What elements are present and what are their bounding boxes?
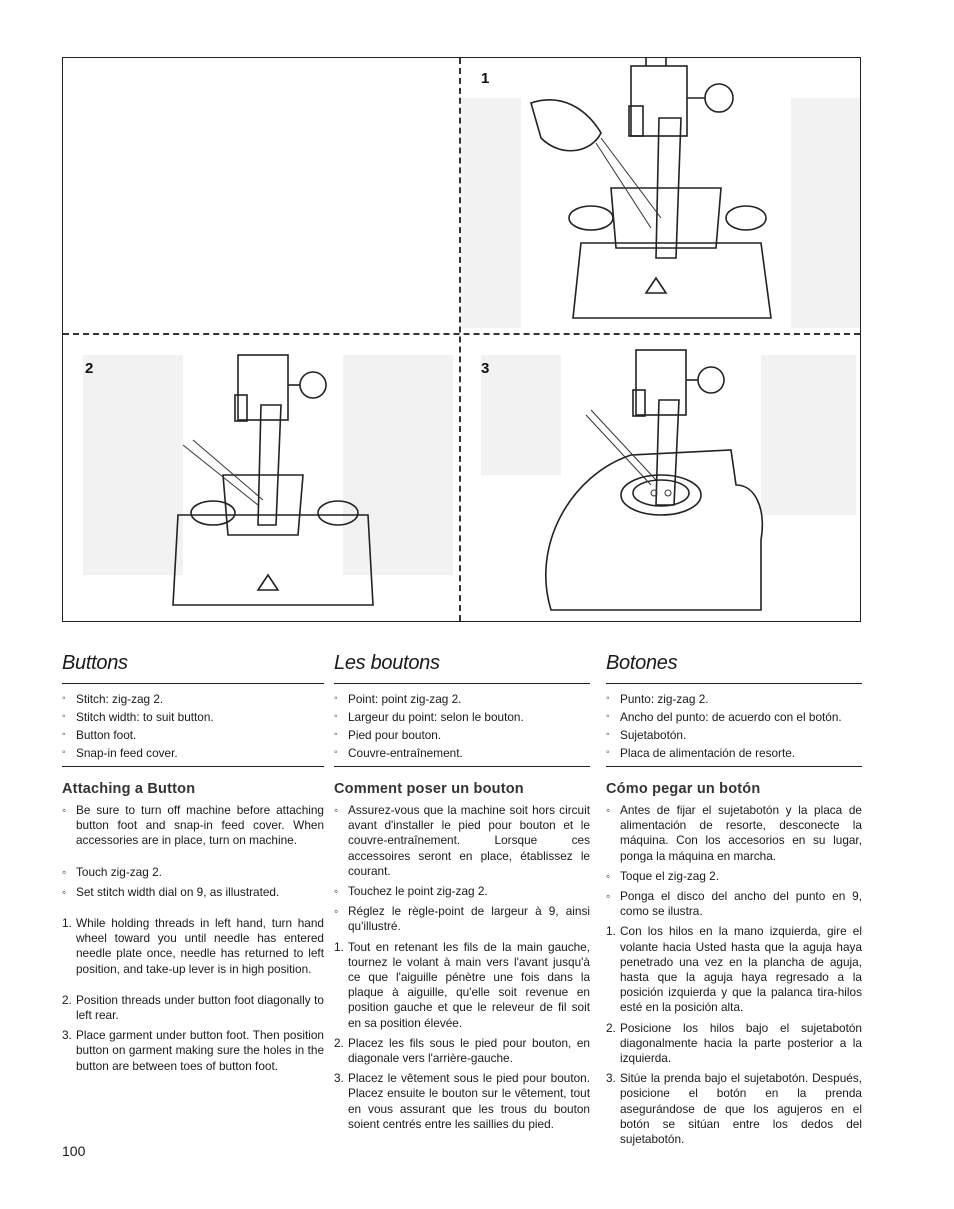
- spec-list: [606, 690, 862, 762]
- instruction-paragraph: ◦ Ponga el disco del ancho del punto en 9, como se ilustra.: [606, 889, 862, 919]
- spec-item: ◦ Button foot.: [62, 726, 324, 744]
- instruction-paragraph: ◦ Réglez le règle-point de largeur à 9, ainsi qu'illustré.: [334, 904, 590, 934]
- spec-item: ◦ Sujetabotón.: [606, 726, 862, 744]
- instruction-paragraph: ◦ Be sure to turn off machine before attaching button foot and snap-in feed cover. When accessories are in place, turn on machine.: [62, 803, 324, 848]
- panel-number-2: 2: [85, 360, 94, 377]
- section-rule: [606, 766, 862, 767]
- spec-item: ◦ Stitch width: to suit button.: [62, 708, 324, 726]
- subsection-title: Attaching a Button: [62, 781, 196, 797]
- button-foot-position-illustration: [63, 335, 459, 621]
- spec-list: [334, 690, 590, 762]
- spec-item: ◦ Ancho del punto: de acuerdo con el botón.: [606, 708, 862, 726]
- spec-item: ◦ Stitch: zig-zag 2.: [62, 690, 324, 708]
- instruction-paragraph: ◦ Set stitch width dial on 9, as illustrated.: [62, 884, 280, 899]
- subsection-title: Comment poser un bouton: [334, 781, 524, 797]
- instruction-paragraph: ◦ Toque el zig-zag 2.: [606, 868, 720, 883]
- instruction-step: 3. Place garment under button foot. Then position button on garment making sure the holes in the button are between toes of button foot.: [62, 1028, 324, 1073]
- instruction-paragraph: ◦ Antes de fijar el sujetabotón y la placa de alimentación de resorte, desconecte la máquina. Con los accesorios en su lugar, ponga la máquina en marcha.: [606, 803, 862, 863]
- instruction-paragraph: ◦ Assurez-vous que la machine soit hors circuit avant d'installer le pied pour bouton et le couvre-entraînement. Lorsque ces accessoires seront en place, établissez le courant.: [334, 803, 590, 878]
- panel-3: [461, 335, 860, 621]
- panel-number-1: 1: [481, 70, 490, 87]
- instruction-step: 1. Con los hilos en la mano izquierda, gire el volante hacia Usted hasta que la aguja haya penetrado una vez en la plancha de aguja, hasta que la aguja haya regresado a la posición izquierda y que la palanca tira-hilos esté en la posición alta.: [606, 924, 862, 1015]
- spec-item: ◦ Pied pour bouton.: [334, 726, 590, 744]
- column-english: [62, 652, 324, 1079]
- section-title: Les boutons: [334, 652, 590, 684]
- spec-item: ◦ Placa de alimentación de resorte.: [606, 744, 862, 762]
- panel-number-3: 3: [481, 360, 490, 377]
- button-foot-threads-illustration: [461, 58, 860, 332]
- spec-item: ◦ Point: point zig-zag 2.: [334, 690, 590, 708]
- instruction-step: 2. Position threads under button foot diagonally to left rear.: [62, 992, 324, 1023]
- panel-1: [461, 58, 860, 332]
- instruction-step: 2. Posicione los hilos bajo el sujetabotón diagonalmente hacia la parte posterior a la izquierda.: [606, 1020, 862, 1066]
- spec-item: ◦ Punto: zig-zag 2.: [606, 690, 862, 708]
- illustration-frame: [62, 57, 861, 622]
- instruction-step: 3. Sitúe la prenda bajo el sujetabotón. Después, posicione el botón en la prenda asegurándose de que los agujeros en el botón se sitúan entre los dedos del sujetabotón.: [606, 1071, 862, 1147]
- column-spanish: [606, 652, 862, 1152]
- spec-list: [62, 690, 324, 762]
- button-on-garment-illustration: [461, 335, 860, 621]
- page-number: 100: [62, 1143, 86, 1159]
- instruction-step: 1. Tout en retenant les fils de la main gauche, tournez le volant à main vers l'avant jusqu'à ce que l'aiguille pénètre une fois dans la plaque à aiguille, qu'elle soit revenue en position gauche et que le releveur de fil soit en sa position élevée.: [334, 939, 590, 1030]
- instruction-paragraph: ◦ Touchez le point zig-zag 2.: [334, 884, 488, 899]
- section-title: Buttons: [62, 652, 324, 684]
- instruction-step: 3. Placez le vêtement sous le pied pour bouton. Placez ensuite le bouton sur le vêtement, tout en vous assurant que les trous du bouton soient centrés entre les saillies du pied.: [334, 1071, 590, 1131]
- spec-item: ◦ Snap-in feed cover.: [62, 744, 324, 762]
- instruction-step: 1. While holding threads in left hand, turn hand wheel toward you until needle has entered needle plate once, needle has returned to left position, and take-up lever is in high position.: [62, 916, 324, 976]
- spec-item: ◦ Couvre-entraînement.: [334, 744, 590, 762]
- panel-2: [63, 335, 459, 621]
- instruction-step: 2. Placez les fils sous le pied pour bouton, en diagonale vers l'arrière-gauche.: [334, 1035, 590, 1066]
- instruction-paragraph: ◦ Touch zig-zag 2.: [62, 864, 162, 879]
- section-rule: [62, 766, 324, 767]
- spec-item: ◦ Largeur du point: selon le bouton.: [334, 708, 590, 726]
- column-french: [334, 652, 590, 1137]
- section-rule: [334, 766, 590, 767]
- subsection-title: Cómo pegar un botón: [606, 781, 761, 797]
- section-title: Botones: [606, 652, 862, 684]
